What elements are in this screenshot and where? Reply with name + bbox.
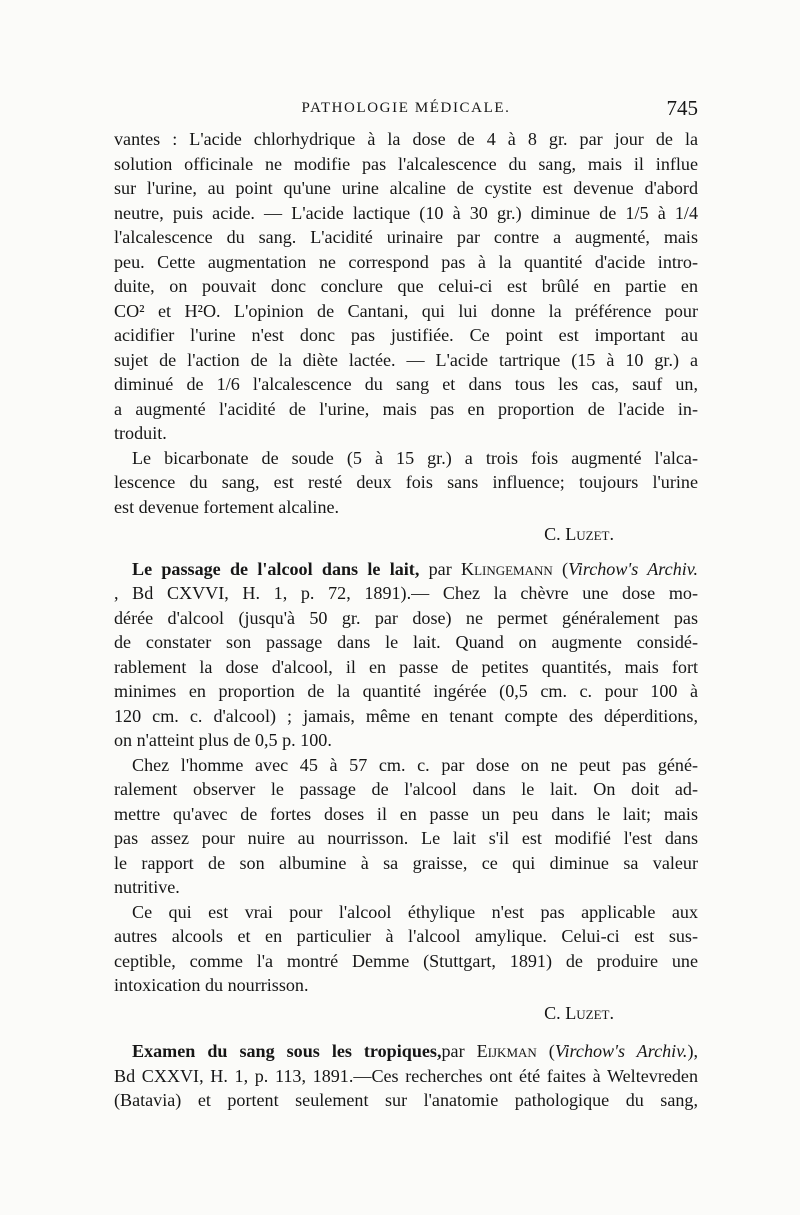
text-line: pas assez pour nuire au nourrisson. Le lait s'il est modifié l'est dans	[114, 828, 698, 848]
text-line: 120 cm. c. d'alcool) ; jamais, même en tenant compte des déperditions,	[114, 705, 698, 726]
text-line: lescence du sang, est resté deux fois sans influence; toujours l'urine	[114, 472, 698, 492]
text-line	[114, 557, 698, 582]
text-line: mettre qu'avec de fortes doses il en passe un peu dans le lait; mais	[114, 803, 698, 824]
text-line: ceptible, comme l'a montré Demme (Stuttgart, 1891) de produire une	[114, 950, 698, 971]
text-line: de constater son passage dans le lait. Quand on augmente considé-	[114, 632, 698, 652]
text-line: a augmenté l'acidité de l'urine, mais pas en proportion de l'acide in-	[114, 398, 698, 419]
article-title: Le passage de l'alcool dans le lait,	[132, 558, 420, 579]
article-title: Examen du sang sous les tropiques,	[132, 1041, 442, 1061]
page-header	[114, 96, 698, 124]
text-line: l'alcalescence du sang. L'acidité urinaire par contre a augmenté, mais	[114, 227, 698, 247]
text-line: minimes en proportion de la quantité ingérée (0,5 cm. c. pour 100 à	[114, 681, 698, 701]
text-line	[114, 1039, 698, 1064]
text-line: intoxication du nourrisson.	[114, 975, 309, 995]
text-line: Le bicarbonate de soude (5 à 15 gr.) a trois fois augmenté l'alca-	[132, 447, 698, 468]
text-line: sur l'urine, au point qu'une urine alcaline de cystite est devenue d'abord	[114, 178, 698, 198]
text-line: dérée d'alcool (jusqu'à 50 gr. par dose) ne permet généralement pas	[114, 607, 698, 628]
text-line: Ce qui est vrai pour l'alcool éthylique n'est pas applicable aux	[132, 901, 698, 922]
source-open: (	[552, 558, 569, 579]
text-line: Chez l'homme avec 45 à 57 cm. c. par dose on ne peut pas géné-	[132, 754, 698, 775]
text-line: nutritive.	[114, 877, 180, 897]
text-line: acidifier l'urine n'est donc pas justifiée. Ce point est important au	[114, 325, 698, 345]
section-spacer	[114, 547, 698, 557]
page-number: 745	[666, 96, 698, 120]
text-line: duite, on pouvait donc conclure que celui-ci est brûlé en partie en	[114, 276, 698, 296]
source-journal: Virchow's Archiv.	[568, 558, 698, 579]
text-line: rablement la dose d'alcool, il en passe de petites quantités, mais fort	[114, 656, 698, 677]
article-alcool-lait	[114, 557, 698, 998]
paragraph-continuation	[114, 127, 698, 446]
running-title: PATHOLOGIE MÉDICALE.	[301, 100, 511, 116]
by-word: par	[441, 1041, 477, 1061]
text-line: neutre, puis acide. — L'acide lactique (10 à 30 gr.) diminue de 1/5 à 1/4	[114, 202, 698, 223]
section-spacer	[114, 1025, 698, 1039]
text-line: (Batavia) et portent seulement sur l'anatomie pathologique du sang,	[114, 1090, 698, 1110]
text-line: le rapport de son albumine à sa graisse, ce qui diminue sa valeur	[114, 852, 698, 873]
text-line: peu. Cette augmentation ne correspond pas à la quantité d'acide intro-	[114, 251, 698, 272]
text-line: sujet de l'action de la diète lactée. — L'acide tartrique (15 à 10 gr.) a	[114, 349, 698, 370]
source-journal: Virchow's Archiv.	[554, 1041, 688, 1061]
text-line: Bd CXXVI, H. 1, p. 113, 1891.—Ces recherches ont été faites à Weltevreden	[114, 1065, 698, 1086]
source-close: ),	[687, 1041, 698, 1061]
paragraph-bicarbonate	[114, 446, 698, 520]
author-signature: C. Luzet.	[544, 1002, 614, 1023]
article-author: Eijkman	[476, 1041, 537, 1061]
source-open: (	[536, 1041, 555, 1061]
text-line: , Bd CXVVI, H. 1, p. 72, 1891).— Chez la chèvre une dose mo-	[114, 583, 698, 603]
text-line: on n'atteint plus de 0,5 p. 100.	[114, 730, 332, 750]
text-line: troduit.	[114, 423, 167, 443]
text-line: diminué de 1/6 l'alcalescence du sang et dans tous les cas, sauf un,	[114, 374, 698, 394]
author-signature: C. Luzet.	[544, 524, 614, 544]
article-sang-tropiques	[114, 1039, 698, 1113]
text-line: vantes : L'acide chlorhydrique à la dose de 4 à 8 gr. par jour de la	[114, 129, 698, 149]
article-author: Klingemann	[461, 558, 553, 579]
text-line: solution officinale ne modifie pas l'alcalescence du sang, mais il influe	[114, 153, 698, 174]
page-body	[114, 127, 698, 1113]
text-line: est devenue fortement alcaline.	[114, 496, 340, 517]
text-line: ralement observer le passage de l'alcool dans le lait. On doit ad-	[114, 779, 698, 799]
text-line: autres alcools et en particulier à l'alcool amylique. Celui-ci est sus-	[114, 926, 698, 946]
text-line: CO² et H²O. L'opinion de Cantani, qui lui donne la préférence pour	[114, 300, 698, 321]
by-word: par	[419, 558, 461, 579]
